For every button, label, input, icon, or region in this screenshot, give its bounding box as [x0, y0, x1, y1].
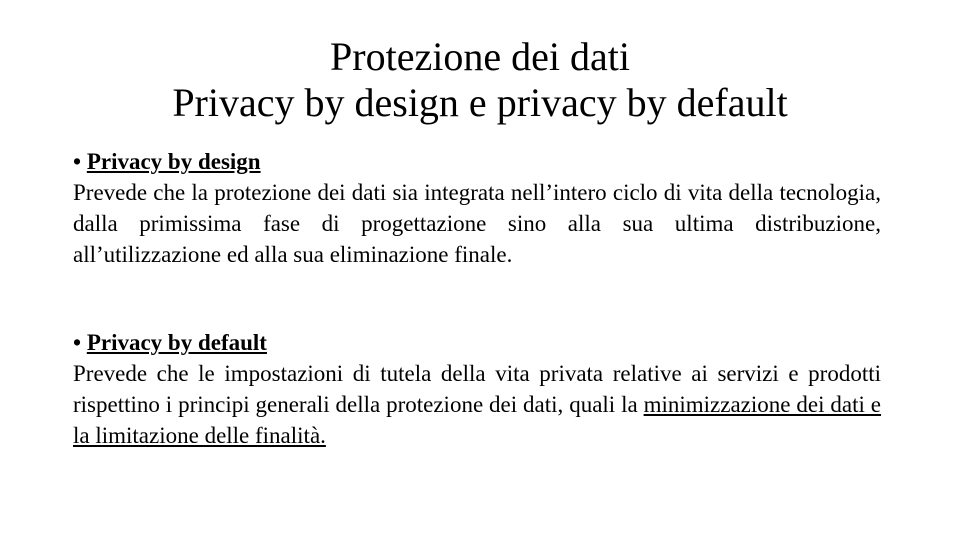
bullet-glyph: • [73, 149, 82, 174]
paragraph-underlined-text: minimizzazione dei dati e la limitazione delle finalità. [73, 392, 882, 448]
bullet-glyph: • [73, 330, 82, 355]
slide-title [60, 34, 900, 126]
section-privacy-by-default [73, 327, 881, 451]
section-heading [73, 146, 881, 177]
section-paragraph: Prevede che la protezione dei dati sia integrata nell’intero ciclo di vita della tecnologia, dalla primissima fase di progettazione sino alla sua ultima distribuzione, all’utilizzazione ed alla sua eliminazione finale. [73, 180, 881, 267]
heading-label: Privacy by default [86, 330, 267, 355]
title-line-2: Privacy by design e privacy by default [172, 80, 788, 125]
section-spacer [73, 270, 881, 327]
heading-label: Privacy by design [86, 149, 261, 174]
slide-body [73, 146, 881, 451]
title-line-1: Protezione dei dati [330, 34, 630, 79]
section-paragraph [73, 358, 881, 451]
section-privacy-by-design [73, 146, 881, 270]
section-heading [73, 327, 881, 358]
paragraph-text: Prevede che le impostazioni di tutela della vita privata relative ai servizi e prodotti rispettino i principi generali della protezione dei dati, quali la [73, 361, 881, 417]
